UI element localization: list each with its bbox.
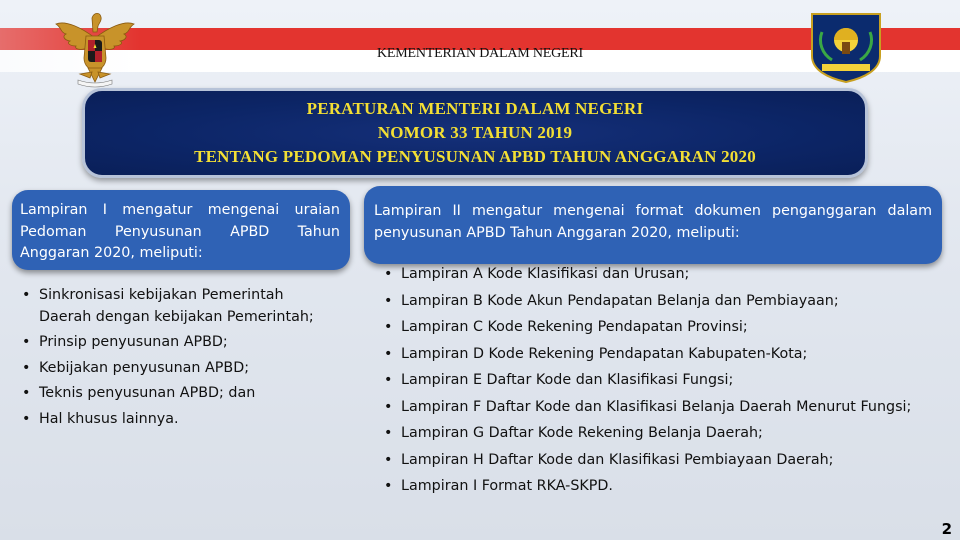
appendix-2-panel [364,186,942,264]
list-item: • Lampiran I Format RKA-SKPD. [384,476,934,498]
list-item: • Lampiran A Kode Klasifikasi dan Urusan; [384,264,934,286]
list-item: • Sinkronisasi kebijakan Pemerintah Daerah dengan kebijakan Pemerintah; [22,285,332,328]
page-number: 2 [941,520,952,538]
regulation-title-banner [82,88,868,178]
list-item: • Lampiran F Daftar Kode dan Klasifikasi Belanja Daerah Menurut Fungsi; [384,397,934,419]
appendix-1-panel [12,190,350,270]
list-item: • Lampiran E Daftar Kode dan Klasifikasi Fungsi; [384,370,934,392]
appendix-2-intro: Lampiran II mengatur mengenai format dokumen penganggaran dalam penyusunan APBD Tahun Anggaran 2020, meliputi: [374,203,932,241]
kemendagri-emblem-icon [808,10,884,84]
ministry-name: KEMENTERIAN DALAM NEGERI [377,46,583,61]
list-item: • Lampiran B Kode Akun Pendapatan Belanja dan Pembiayaan; [384,291,934,313]
title-line-3: TENTANG PEDOMAN PENYUSUNAN APBD TAHUN ANGGARAN 2020 [194,147,756,166]
list-item: • Lampiran C Kode Rekening Pendapatan Provinsi; [384,317,934,339]
appendix-1-list [22,285,332,434]
list-item: • Hal khusus lainnya. [22,409,332,431]
appendix-1-intro: Lampiran I mengatur mengenai uraian Pedoman Penyusunan APBD Tahun Anggaran 2020, meliputi: [20,202,340,261]
appendix-2-list [384,264,934,503]
garuda-emblem-icon [52,8,138,88]
list-item: • Kebijakan penyusunan APBD; [22,358,332,380]
list-item: • Lampiran D Kode Rekening Pendapatan Kabupaten-Kota; [384,344,934,366]
list-item: • Teknis penyusunan APBD; dan [22,383,332,405]
list-item: • Lampiran G Daftar Kode Rekening Belanja Daerah; [384,423,934,445]
list-item: • Lampiran H Daftar Kode dan Klasifikasi Pembiayaan Daerah; [384,450,934,472]
title-line-1: PERATURAN MENTERI DALAM NEGERI [306,99,644,118]
title-line-2: NOMOR 33 TAHUN 2019 [377,123,573,142]
list-item: • Prinsip penyusunan APBD; [22,332,332,354]
